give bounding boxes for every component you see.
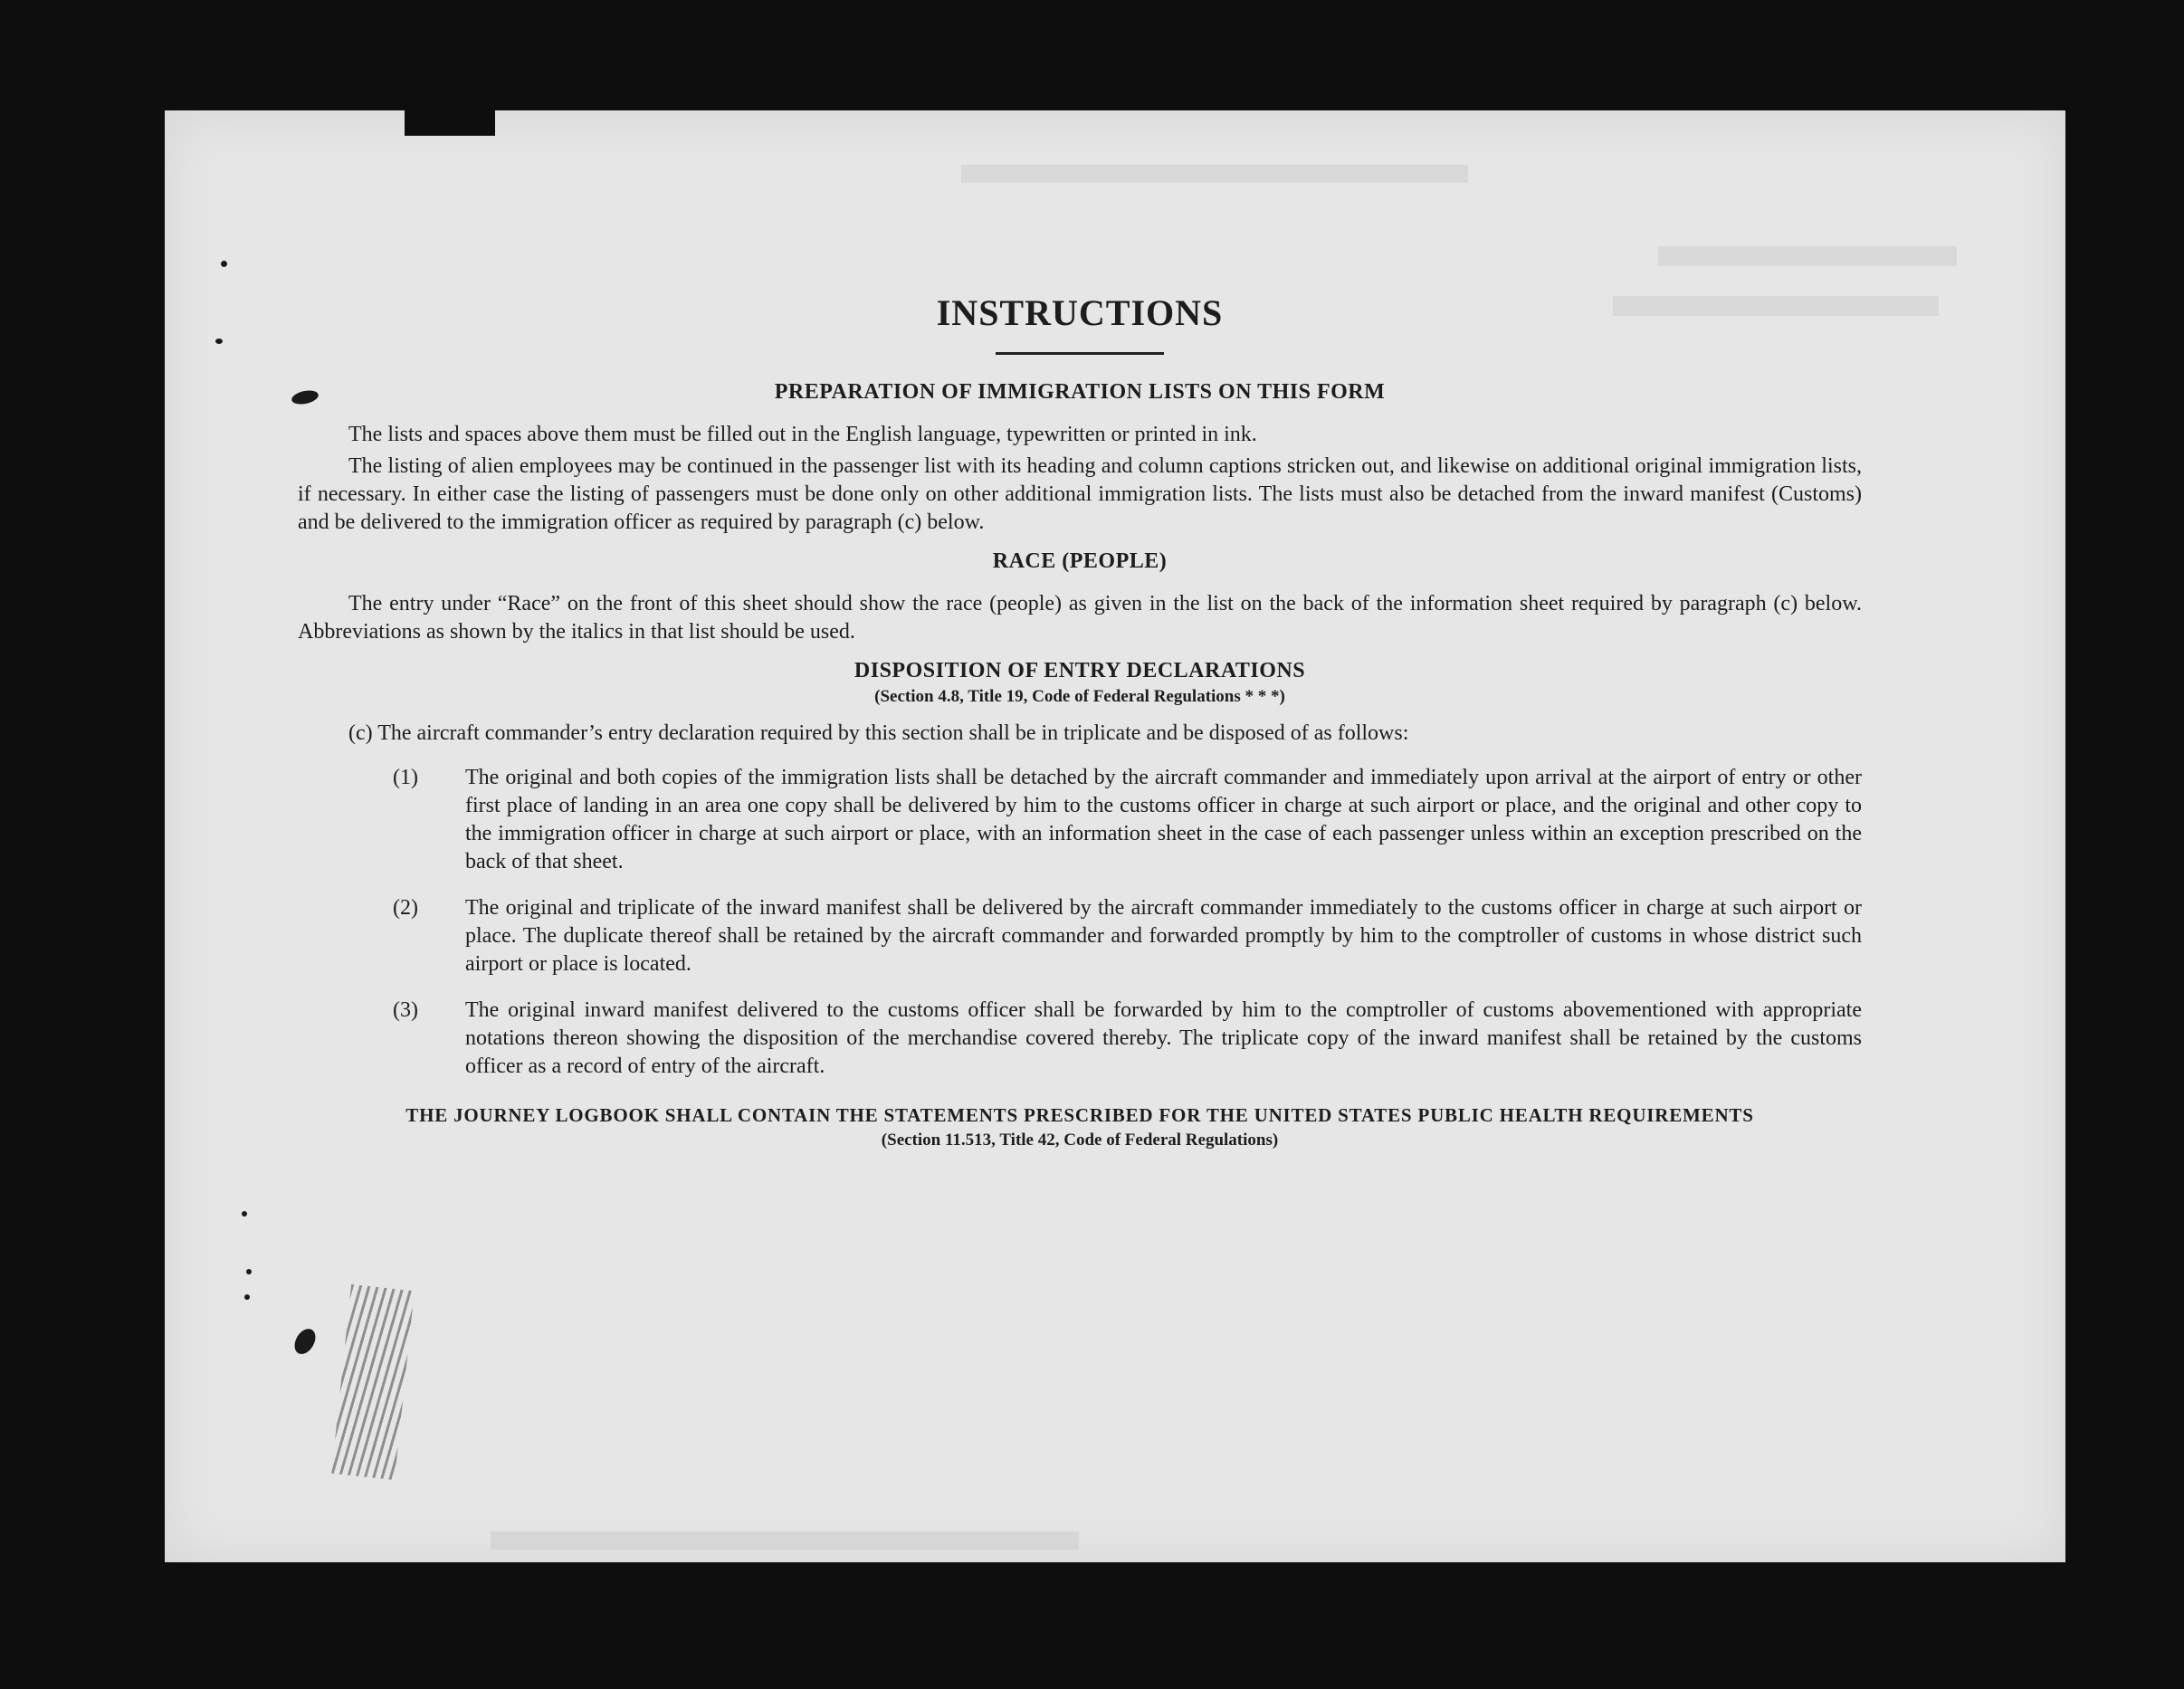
paper-notch — [405, 110, 495, 136]
bleed-through-artifact — [961, 165, 1468, 183]
paper-sheet — [165, 110, 2065, 1562]
disposition-item — [298, 894, 1862, 978]
item-number: (2) — [393, 896, 418, 920]
disposition-clause: (c) The aircraft commander’s entry declaration required by this section shall be in triplicate and be disposed of as follows: — [348, 721, 1409, 745]
item-text: The original and both copies of the immigration lists shall be detached by the aircraft commander and immediately upon arrival at the airport of entry or other first place of landing in an area one copy shall be delivered by him to the customs officer in charge at such airport or place, and the original and other copy to the immigration officer in charge at such airport or place, with an information sheet in the case of each passenger unless within an exception prescribed on the back of that sheet. — [465, 766, 1862, 873]
ink-speck — [242, 1211, 247, 1217]
ink-blot — [291, 1325, 319, 1358]
instructions-content — [298, 291, 1862, 1150]
ink-smudge — [331, 1284, 415, 1480]
disposition-reference: (Section 4.8, Title 19, Code of Federal Regulations * * *) — [874, 687, 1285, 706]
preparation-paragraph: The listing of alien employees may be continued in the passenger list with its heading and column captions stricken out, and likewise on additional original immigration lists, if necessary. In either case the listing of passengers must be done only on other additional immigration lists. The lists must also be detached from the inward manifest (Customs) and be delivered to the immigration officer as required by paragraph (c) below. — [298, 454, 1862, 534]
ink-speck — [246, 1269, 252, 1274]
item-number: (3) — [393, 998, 418, 1022]
health-requirements-statement: THE JOURNEY LOGBOOK SHALL CONTAIN THE STATEMENTS PRESCRIBED FOR THE UNITED STATES PUBLIC HEALTH REQUIREMENTS — [405, 1104, 1754, 1126]
health-requirements-reference: (Section 11.513, Title 42, Code of Federal Regulations) — [881, 1131, 1279, 1150]
item-number: (1) — [393, 766, 418, 789]
disposition-item — [298, 997, 1862, 1081]
bleed-through-artifact — [491, 1532, 1079, 1550]
disposition-item — [298, 764, 1862, 876]
page-title: INSTRUCTIONS — [936, 292, 1224, 333]
preparation-paragraph: The lists and spaces above them must be filled out in the English language, typewritten or printed in ink. — [348, 423, 1257, 446]
race-paragraph: The entry under “Race” on the front of this sheet should show the race (people) as given in the list on the back of the information sheet required by paragraph (c) below. Abbreviations as shown by the italics in that list should be used. — [298, 592, 1862, 644]
item-text: The original and triplicate of the inward manifest shall be delivered by the aircraft commander immediately to the customs officer in charge at such airport or place. The duplicate thereof shall be retained by the aircraft commander and forwarded promptly by him to the comptroller of customs in whose district such airport or place is located. — [465, 896, 1862, 976]
ink-speck — [244, 1294, 250, 1300]
ink-speck — [221, 261, 227, 267]
bleed-through-artifact — [1658, 246, 1957, 266]
title-underline — [996, 352, 1164, 355]
item-text: The original inward manifest delivered to the customs officer shall be forwarded by him to the comptroller of customs abovementioned with appropriate notations thereon showing the disposition of the merchandise covered thereby. The triplicate copy of the inward manifest shall be retained by the customs officer as a record of entry of the aircraft. — [465, 998, 1862, 1078]
disposition-heading: DISPOSITION OF ENTRY DECLARATIONS — [854, 659, 1306, 682]
preparation-heading: PREPARATION OF IMMIGRATION LISTS ON THIS FORM — [774, 380, 1386, 404]
ink-speck — [215, 339, 223, 344]
race-heading: RACE (PEOPLE) — [992, 549, 1168, 573]
